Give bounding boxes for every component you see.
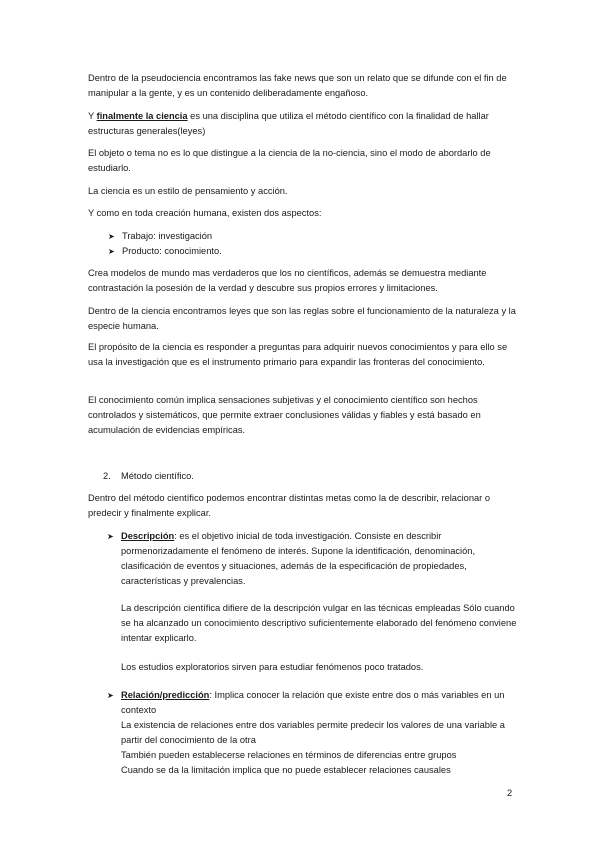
paragraph-conocimiento: El conocimiento común implica sensaciones subjetivas y el conocimiento científico son hechos controlados y sistemáticos, que permite extraer conclusiones válidas y fiables y está basado en acumulación de evidencias empíricas.: [88, 395, 481, 435]
relacion-line-2: La existencia de relaciones entre dos variables permite predecir los valores de una variable a partir del conocimiento de la otra: [121, 720, 505, 745]
list-item-text: Producto: conocimiento.: [122, 246, 222, 256]
paragraph-rest: es una disciplina que utiliza el método científico con la finalidad de hallar estructuras generales(leyes): [88, 111, 489, 136]
paragraph-modelos: Crea modelos de mundo mas verdaderos que los no científicos, además se demuestra mediante contrastación la posesión de la verdad y descubre sus propios errores y limitaciones.: [88, 268, 487, 293]
relacion-line-3: También pueden establecerse relaciones en términos de diferencias entre grupos: [121, 750, 457, 760]
bullet-descripcion: [121, 529, 521, 589]
arrow-bullet-icon: ➤: [107, 532, 114, 541]
relacion-line-4: Cuando se da la limitación implica que no puede establecer relaciones causales: [121, 765, 451, 775]
descripcion-paragraph-3: Los estudios exploratorios sirven para estudiar fenómenos poco tratados.: [121, 662, 424, 672]
bullet-relacion: [121, 688, 521, 718]
paragraph-leyes: Dentro de la ciencia encontramos leyes que son las reglas sobre el funcionamiento de la naturaleza y la especie humana.: [88, 306, 516, 331]
list-item-text: Trabajo: investigación: [122, 231, 213, 241]
paragraph-objeto: El objeto o tema no es lo que distingue a la ciencia de la no-ciencia, sino el modo de abordarlo de estudiarlo.: [88, 148, 491, 173]
bold-term-descripcion: Descripción: [121, 531, 175, 541]
page-number: 2: [507, 788, 513, 798]
arrow-bullet-icon: ➤: [108, 232, 115, 241]
section-number: 2.: [103, 471, 111, 481]
paragraph-estilo: La ciencia es un estilo de pensamiento y acción.: [88, 186, 288, 196]
paragraph-ciencia-definicion: [88, 109, 518, 139]
relacion-text: : Implica conocer la relación que existe entre dos o más variables en un contexto: [121, 690, 505, 715]
paragraph-proposito: El propósito de la ciencia es responder a preguntas para adquirir nuevos conocimientos y para ello se usa la investigación que es el instrumento primario para expandir las fronteras del conocimiento.: [88, 342, 508, 367]
descripcion-paragraph-2: La descripción científica difiere de la descripción vulgar en las técnicas empleadas Sólo cuando se ha alcanzado un conocimiento descriptivo suficientemente elaborado del fenómeno conviene intentar explicarlo.: [121, 603, 517, 643]
prefix-text: Y: [88, 111, 97, 121]
paragraph-metas: Dentro del método científico podemos encontrar distintas metas como la de describir, relacionar o predecir y finalmente explicar.: [88, 493, 491, 518]
section-title: Método científico.: [121, 471, 194, 481]
descripcion-text: : es el objetivo inicial de toda investigación. Consiste en describir pormenorizadamente el fenómeno de interés. Supone la identificación, denominación, clasificación de eventos y situaciones, además de la especificación de propiedades, características y prevalencias.: [121, 531, 476, 586]
paragraph-fake-news: Dentro de la pseudociencia encontramos las fake news que son un relato que se difunde con el fin de manipular a la gente, y es un contenido deliberadamente engañoso.: [88, 73, 507, 98]
arrow-bullet-icon: ➤: [108, 247, 115, 256]
bold-term-relacion: Relación/predicción: [121, 690, 210, 700]
paragraph-aspectos: Y como en toda creación humana, existen dos aspectos:: [88, 208, 322, 218]
bold-term-ciencia: finalmente la ciencia: [96, 111, 188, 121]
arrow-bullet-icon: ➤: [107, 691, 114, 700]
